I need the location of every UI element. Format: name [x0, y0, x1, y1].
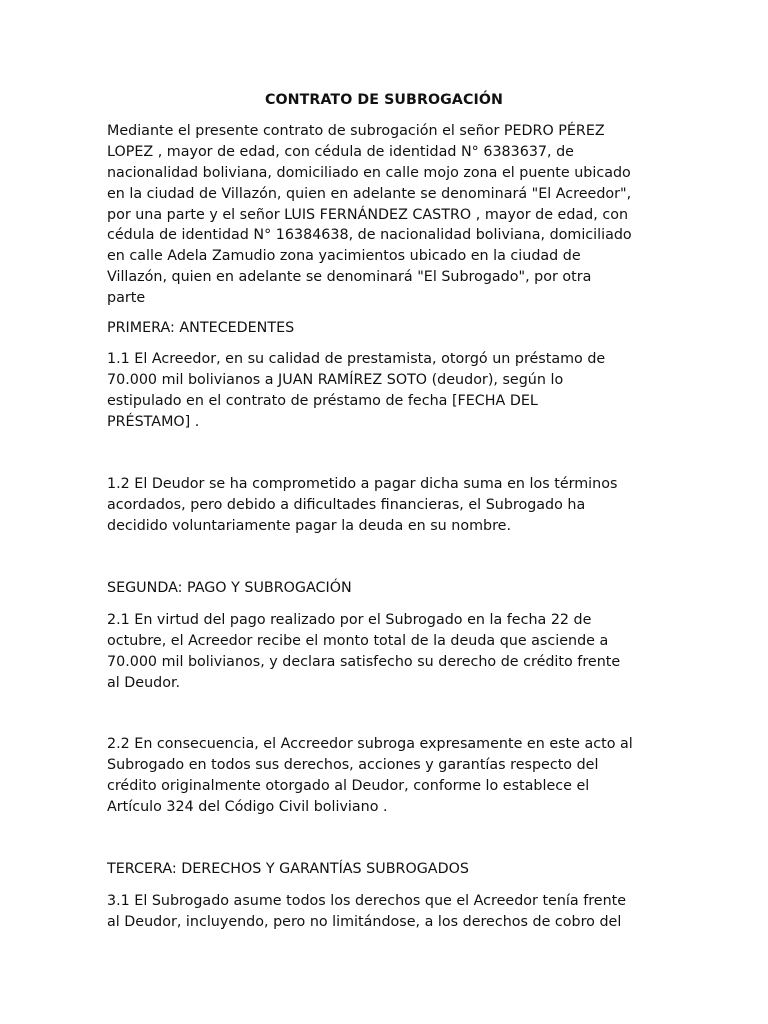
paragraph-line: en la ciudad de Villazón, quien en adelante se denominará "El Acreedor",	[107, 185, 632, 202]
paragraph-line: 2.2 En consecuencia, el Accreedor subroga expresamente en este acto al	[107, 736, 633, 752]
clause-3-1	[107, 891, 667, 933]
paragraph-line: LOPEZ , mayor de edad, con cédula de identidad N° 6383637, de	[107, 143, 574, 160]
paragraph-line: crédito originalmente otorgado al Deudor, conforme lo establece el	[107, 777, 590, 794]
paragraph-line: en calle Adela Zamudio zona yacimientos ubicado en la ciudad de	[107, 248, 581, 265]
section-heading: TERCERA: DERECHOS Y GARANTÍAS SUBROGADOS	[107, 861, 469, 877]
clause-1-1	[107, 349, 667, 433]
paragraph-line: Artículo 324 del Código Civil boliviano .	[107, 798, 388, 815]
paragraph-line: 70.000 mil bolivianos, y declara satisfecho su derecho de crédito frente	[107, 653, 621, 670]
paragraph-line: octubre, el Acreedor recibe el monto total de la deuda que asciende a	[107, 632, 609, 649]
section-heading-segunda	[107, 578, 667, 599]
paragraph-line: 2.1 En virtud del pago realizado por el Subrogado en la fecha 22 de	[107, 612, 592, 628]
clause-1-2	[107, 474, 667, 537]
document-title: CONTRATO DE SUBROGACIÓN	[265, 92, 503, 108]
paragraph-line: 70.000 mil bolivianos a JUAN RAMÍREZ SOTO (deudor), según lo	[107, 371, 564, 388]
clause-2-2	[107, 734, 667, 818]
paragraph-line: 1.2 El Deudor se ha comprometido a pagar dicha suma en los términos	[107, 476, 618, 492]
paragraph-line: Subrogado en todos sus derechos, acciones y garantías respecto del	[107, 756, 599, 773]
paragraph-line: Villazón, quien en adelante se denominará "El Subrogado", por otra	[107, 269, 592, 286]
paragraph-line: 3.1 El Subrogado asume todos los derechos que el Acreedor tenía frente	[107, 893, 627, 909]
paragraph-line: cédula de identidad N° 16384638, de nacionalidad boliviana, domiciliado	[107, 227, 632, 244]
paragraph-line: estipulado en el contrato de préstamo de fecha [FECHA DEL	[107, 392, 538, 409]
paragraph-line: decidido voluntariamente pagar la deuda en su nombre.	[107, 517, 511, 534]
section-heading: PRIMERA: ANTECEDENTES	[107, 320, 295, 336]
section-heading: SEGUNDA: PAGO Y SUBROGACIÓN	[107, 580, 352, 596]
paragraph-line: al Deudor, incluyendo, pero no limitándose, a los derechos de cobro del	[107, 913, 622, 930]
section-heading-tercera	[107, 859, 667, 880]
paragraph-line: 1.1 El Acreedor, en su calidad de prestamista, otorgó un préstamo de	[107, 351, 606, 367]
clause-2-1	[107, 610, 667, 694]
intro-paragraph	[107, 121, 667, 309]
paragraph-line: acordados, pero debido a dificultades financieras, el Subrogado ha	[107, 496, 586, 513]
paragraph-line: nacionalidad boliviana, domiciliado en calle mojo zona el puente ubicado	[107, 164, 631, 181]
paragraph-line: PRÉSTAMO] .	[107, 413, 200, 430]
section-heading-primera	[107, 318, 667, 339]
paragraph-line: por una parte y el señor LUIS FERNÁNDEZ CASTRO , mayor de edad, con	[107, 206, 629, 223]
paragraph-line: parte	[107, 290, 146, 307]
paragraph-line: al Deudor.	[107, 674, 181, 691]
paragraph-line: Mediante el presente contrato de subrogación el señor PEDRO PÉREZ	[107, 123, 605, 139]
